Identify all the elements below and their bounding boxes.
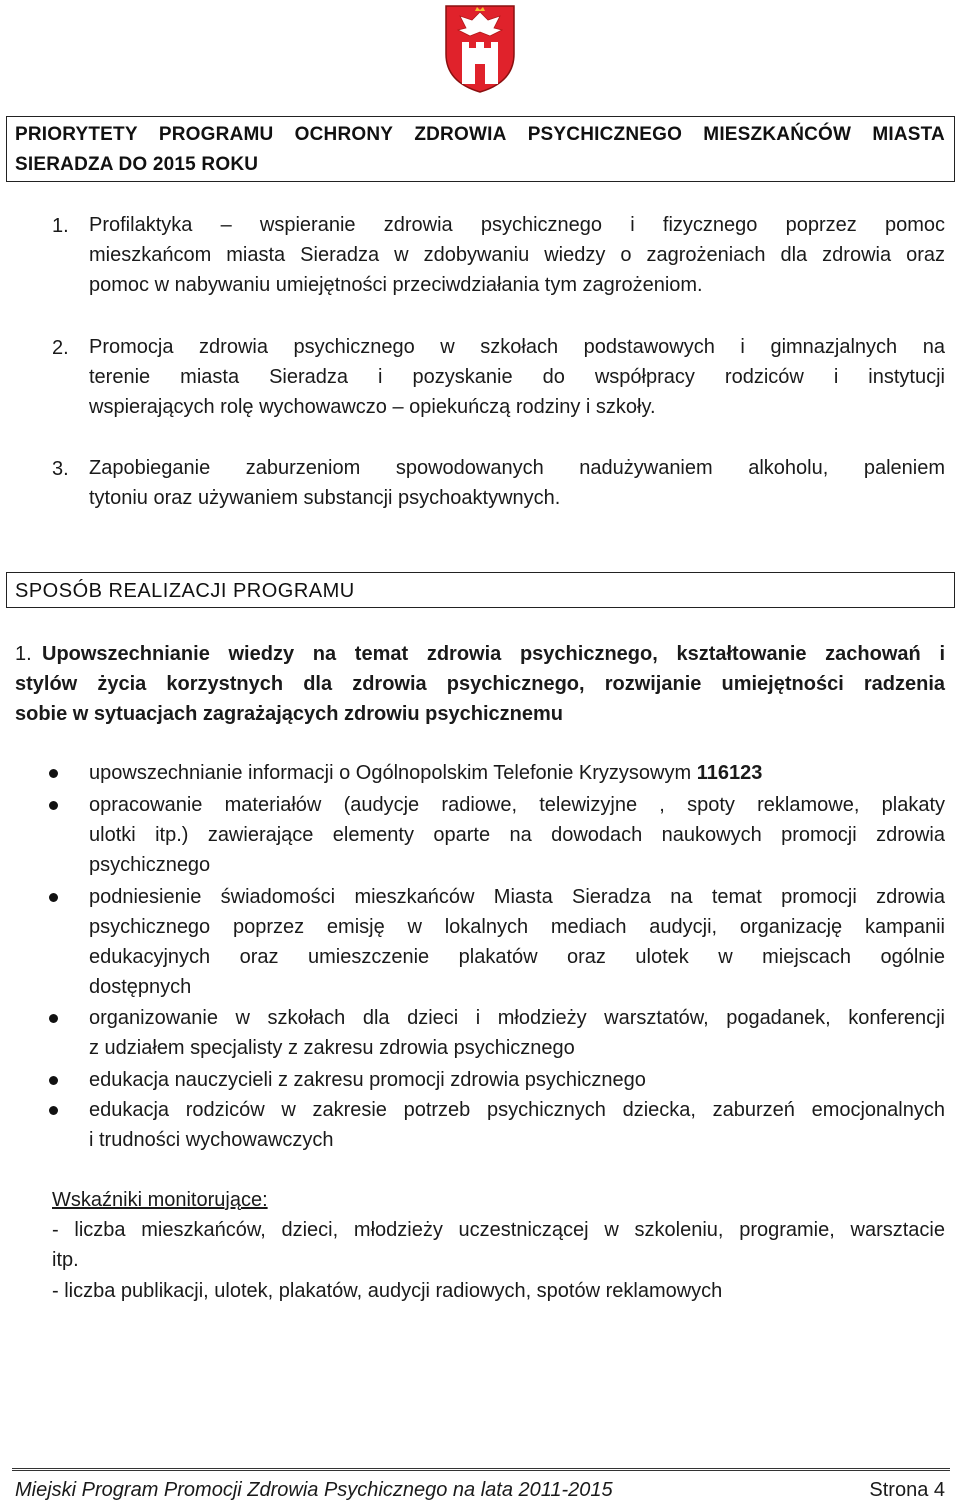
realization-heading: SPOSÓB REALIZACJI PROGRAMU xyxy=(15,580,355,602)
list-item: podniesienie świadomości mieszkańców Miasta Sieradza na temat promocji zdrowia psychicznego poprzez emisję w lokalnych mediach audycji, organizację kampanii edukacyjnych oraz umieszczenie plakatów oraz ulotek w miejscach ogólnie dostępnych xyxy=(89,886,945,998)
list-item: edukacja rodziców w zakresie potrzeb psychicznych dziecka, zaburzeń emocjonalnych i trudności wychowawczych xyxy=(89,1099,945,1151)
priority-number: 3. xyxy=(52,458,69,480)
footer-title: Miejski Program Promocji Zdrowia Psychicznego na lata 2011-2015 xyxy=(15,1479,613,1501)
indicator-item: - liczba publikacji, ulotek, plakatów, audycji radiowych, spotów reklamowych xyxy=(52,1280,723,1302)
bullet-icon xyxy=(49,893,58,902)
sieradz-coat-of-arms-icon xyxy=(442,2,518,94)
page-number: Strona 4 xyxy=(869,1479,945,1501)
goal-text: Upowszechnianie wiedzy na temat zdrowia psychicznego, kształtowanie zachowań i stylów życia korzystnych dla zdrowia psychicznego, rozwijanie umiejętności radzenia sobie w sytuacjach zagrażających zdrowiu psychicznemu xyxy=(15,643,945,725)
priorities-heading-line2: SIERADZA DO 2015 ROKU xyxy=(15,154,259,175)
priority-item: Zapobieganie zaburzeniom spowodowanych nadużywaniem alkoholu, paleniem tytoniu oraz używaniem substancji psychoaktywnych. xyxy=(89,457,945,509)
indicator-item: - liczba mieszkańców, dzieci, młodzieży uczestniczącej w szkoleniu, programie, warsztacie itp. xyxy=(52,1219,945,1271)
bullet-icon xyxy=(49,769,58,778)
goal-number: 1. xyxy=(15,643,32,665)
bullet-icon xyxy=(49,1076,58,1085)
list-item: edukacja nauczycieli z zakresu promocji zdrowia psychicznego xyxy=(89,1069,646,1091)
bullet-icon xyxy=(49,801,58,810)
bullet-icon xyxy=(49,1014,58,1023)
list-item: organizowanie w szkołach dla dzieci i młodzieży warsztatów, pogadanek, konferencji z udziałem specjalisty z zakresu zdrowia psychicznego xyxy=(89,1007,945,1059)
bullet-icon xyxy=(49,1106,58,1115)
priorities-heading-line1: PRIORYTETY PROGRAMU OCHRONY ZDROWIA PSYCHICZNEGO MIESZKAŃCÓW MIASTA xyxy=(15,124,945,145)
priority-number: 1. xyxy=(52,215,69,237)
list-item: opracowanie materiałów (audycje radiowe, telewizyjne , spoty reklamowe, plakaty ulotki itp.) zawierające elementy oparte na dowodach naukowych promocji zdrowia psychicznego xyxy=(89,794,945,876)
priority-item: Profilaktyka – wspieranie zdrowia psychicznego i fizycznego poprzez pomoc mieszkańcom miasta Sieradza w zdobywaniu wiedzy o zagrożeniach dla zdrowia oraz pomoc w nabywaniu umiejętności przeciwdziałania tym zagrożeniom. xyxy=(89,214,945,296)
priority-item: Promocja zdrowia psychicznego w szkołach podstawowych i gimnazjalnych na terenie miasta Sieradza i pozyskanie do współpracy rodziców i instytucji wspierających rolę wychowawczo – opiekuńczą rodziny i szkoły. xyxy=(89,336,945,418)
priority-number: 2. xyxy=(52,337,69,359)
footer-divider xyxy=(12,1468,950,1471)
list-item: upowszechnianie informacji o Ogólnopolskim Telefonie Kryzysowym 116123 xyxy=(89,762,763,784)
indicators-title: Wskaźniki monitorujące: xyxy=(52,1189,268,1211)
